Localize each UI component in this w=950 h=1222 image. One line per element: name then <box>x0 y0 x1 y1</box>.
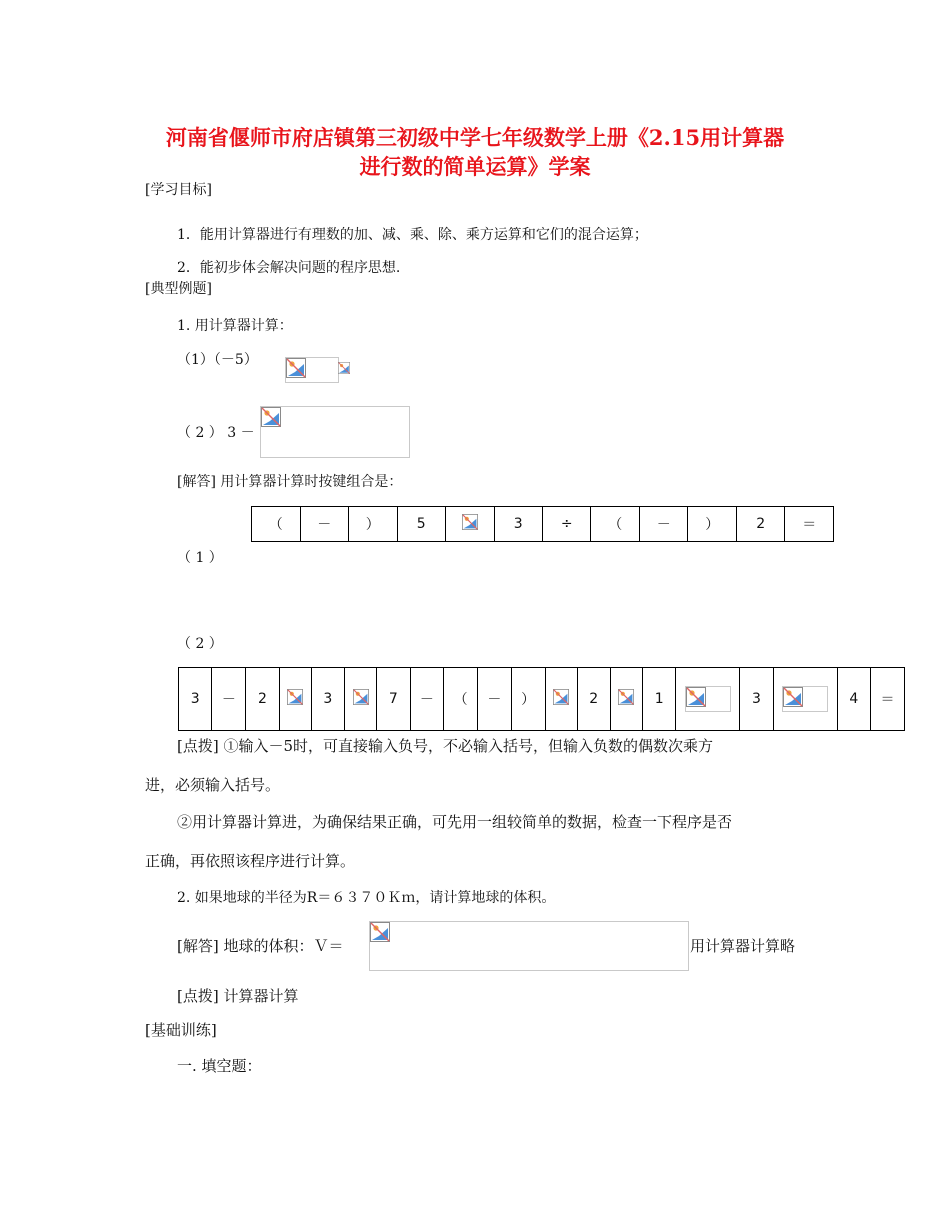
broken-image-icon <box>782 686 828 712</box>
formula-image-frame <box>369 921 689 971</box>
broken-image-icon <box>462 514 478 534</box>
key2-cell: 3 <box>311 668 344 731</box>
key2-cell <box>773 668 837 731</box>
objective-item-2: 2．能初步体会解决问题的程序思想. <box>177 260 401 276</box>
broken-image-icon <box>553 689 569 709</box>
key2-cell: 1 <box>642 668 675 731</box>
objective-item-1: 1．能用计算器进行有理数的加、减、乘、除、乘方运算和它们的混合运算； <box>177 227 648 243</box>
key2-cell <box>676 668 740 731</box>
key2-cell <box>345 668 377 731</box>
answer-label: [解答] 用计算器计算时按键组合是： <box>177 474 403 490</box>
objectives-heading: [学习目标] <box>145 182 212 198</box>
key2-cell: ） <box>511 668 545 731</box>
key1-cell: － <box>639 507 688 542</box>
broken-image-icon <box>287 689 303 709</box>
key2-cell: 7 <box>377 668 410 731</box>
tip-line-1: [点拨] ①输入－5时，可直接输入负号，不必输入括号，但输入负数的偶数次乘方 <box>177 737 714 755</box>
q2-answer-prefix: [解答] 地球的体积：Ｖ＝ <box>177 937 344 955</box>
key2-cell: 2 <box>577 668 610 731</box>
key1-cell: ） <box>688 507 737 542</box>
key2-cell: － <box>410 668 444 731</box>
broken-image-icon <box>618 689 634 709</box>
document-title-line2: 进行数的简单运算》学案 <box>359 154 591 179</box>
key2-cell: 2 <box>246 668 279 731</box>
broken-image-icon <box>261 407 281 431</box>
broken-image-icon <box>353 689 369 709</box>
key1-cell: ＝ <box>785 507 834 542</box>
sequence-label-2: （ 2 ） <box>177 636 223 652</box>
key1-cell: （ <box>591 507 640 542</box>
example-q1-part2: （ 2 ） 3 － <box>177 425 255 441</box>
key1-cell: ÷ <box>542 507 590 542</box>
example-question-1: 1. 用计算器计算： <box>177 318 293 334</box>
key1-cell: 5 <box>397 507 445 542</box>
broken-image-icon <box>370 922 390 946</box>
key1-cell: － <box>300 507 349 542</box>
broken-image-icon <box>685 686 731 712</box>
q2-tip: [点拨] 计算器计算 <box>177 987 299 1005</box>
basic-heading: [基础训练] <box>145 1021 217 1039</box>
document-title-line1: 河南省偃师市府店镇第三初级中学七年级数学上册《2.15用计算器 <box>165 125 785 150</box>
key2-cell: 4 <box>837 668 870 731</box>
formula-image-frame <box>260 406 410 458</box>
key1-cell: 2 <box>736 507 784 542</box>
examples-heading: [典型例题] <box>145 281 212 297</box>
key2-cell <box>610 668 642 731</box>
key1-cell <box>445 507 494 542</box>
example-question-2: 2. 如果地球的半径为R＝６３７０Ｋｍ，请计算地球的体积。 <box>177 890 556 906</box>
broken-image-icon <box>338 358 350 382</box>
key1-cell: （ <box>252 507 301 542</box>
broken-image-icon <box>286 358 306 382</box>
key-sequence-table-1 <box>251 506 834 542</box>
key2-cell: 3 <box>740 668 773 731</box>
basic-item-1: 一. 填空题： <box>177 1057 262 1075</box>
q2-answer-suffix: 用计算器计算略 <box>690 937 796 955</box>
key1-cell: 3 <box>494 507 542 542</box>
key-sequence-table-2 <box>178 667 905 731</box>
key2-cell: ＝ <box>871 668 905 731</box>
example-q1-part1: （1）（－5） <box>177 352 258 368</box>
tip-line-3: ②用计算器计算进，为确保结果正确，可先用一组较简单的数据，检查一下程序是否 <box>177 813 733 831</box>
key2-cell: （ <box>444 668 478 731</box>
key2-cell: 3 <box>179 668 212 731</box>
key2-cell: － <box>212 668 246 731</box>
tip-line-4: 正确，再依照该程序进行计算。 <box>145 852 356 870</box>
tip-line-2: 进，必须输入括号。 <box>145 776 281 794</box>
key2-cell: － <box>478 668 512 731</box>
sequence-label-1: （ 1 ） <box>177 550 223 566</box>
key1-cell: ） <box>349 507 398 542</box>
key2-cell <box>545 668 577 731</box>
key2-cell <box>279 668 311 731</box>
